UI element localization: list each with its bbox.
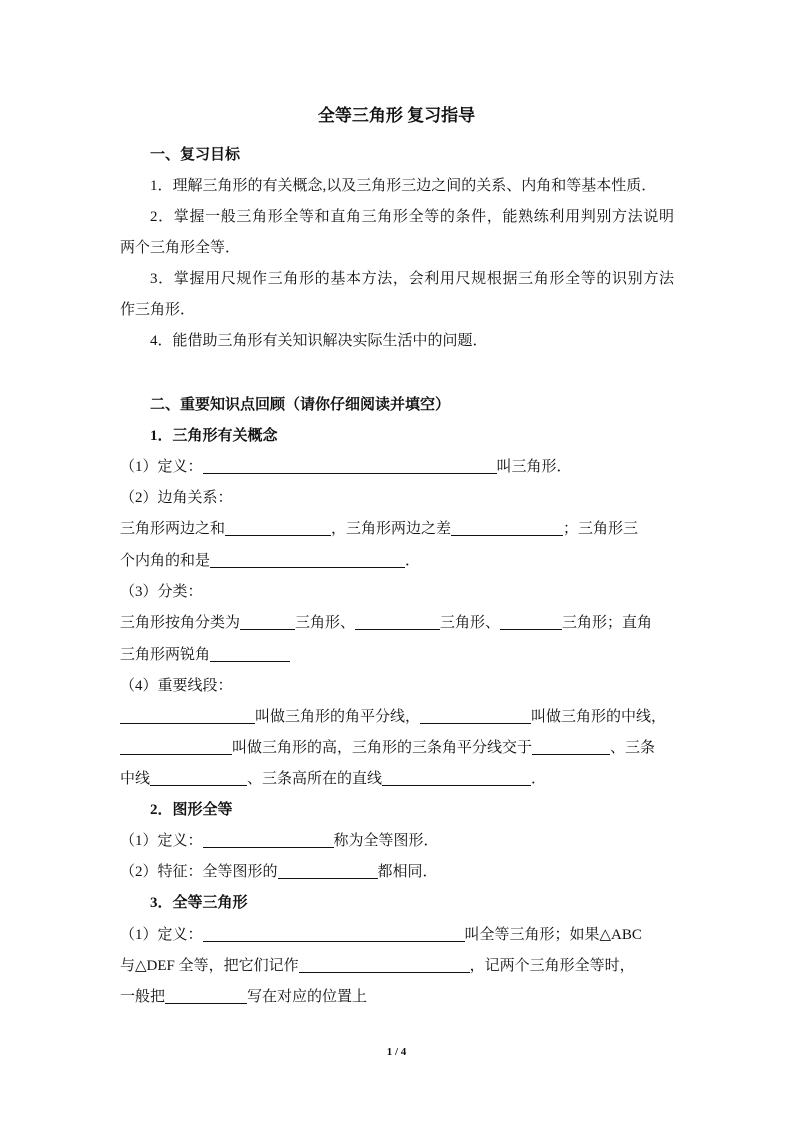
fill-blank[interactable] — [210, 646, 290, 662]
text-line: （1）定义： 叫三角形． — [120, 459, 572, 475]
text-line: （1）定义： 称为全等图形． — [120, 833, 439, 849]
fill-blank[interactable] — [240, 614, 295, 630]
subsection-heading: 1．三角形有关概念 — [150, 428, 278, 444]
fill-blank[interactable] — [203, 458, 497, 474]
fill-blank[interactable] — [500, 614, 562, 630]
fill-blank[interactable] — [532, 739, 610, 755]
section-heading: 一、复习目标 — [150, 147, 241, 163]
fill-blank[interactable] — [355, 614, 440, 630]
text-line: 三角形按角分类为 三角形、 三角形、 三角形；直角 — [120, 615, 653, 631]
objective-item: 4．能借助三角形有关知识解决实际生活中的问题． — [150, 333, 488, 349]
fill-blank[interactable] — [150, 770, 247, 786]
text-line: 中线 、三条高所在的直线 ． — [120, 771, 547, 787]
text-line: （2）边角关系： — [120, 490, 233, 506]
fill-blank[interactable] — [203, 832, 334, 848]
fill-blank[interactable] — [420, 708, 531, 724]
objective-item: 两个三角形全等． — [120, 240, 241, 256]
text-line: 个内角的和是 ． — [120, 553, 421, 569]
objective-item: 1．理解三角形的有关概念,以及三角形三边之间的关系、内角和等基本性质． — [150, 178, 657, 194]
text-line: 叫做三角形的高，三角形的三条角平分线交于 、三条 — [120, 738, 674, 758]
page-title: 全等三角形 复习指导 — [317, 106, 476, 125]
fill-blank[interactable] — [203, 926, 465, 942]
text-line: （2）特征：全等图形的 都相同． — [120, 864, 438, 880]
page-number: 1 / 4 — [386, 1046, 407, 1058]
text-line: 三角形两边之和 ，三角形两边之差 ；三角形三 — [120, 521, 639, 537]
fill-blank[interactable] — [120, 708, 255, 724]
subsection-heading: 2．图形全等 — [150, 802, 233, 818]
fill-blank[interactable] — [120, 739, 232, 755]
objective-item: 作三角形． — [120, 302, 196, 318]
fill-blank[interactable] — [451, 520, 563, 536]
text-line: 三角形两锐角 — [120, 645, 674, 665]
text-line: （1）定义： 叫全等三角形；如果△ABC — [120, 927, 642, 943]
text-line: （4）重要线段： — [120, 678, 233, 694]
text-line: 与△DEF 全等，把它们记作 ，记两个三角形全等时， — [120, 958, 635, 974]
text-line: 叫做三角形的角平分线， 叫做三角形的中线， — [120, 707, 674, 727]
subsection-heading: 3．全等三角形 — [150, 895, 248, 911]
objective-item: 2．掌握一般三角形全等和直角三角形全等的条件，能熟练利用判别方法说明 — [150, 209, 674, 225]
fill-blank[interactable] — [382, 770, 531, 786]
section-heading: 二、重要知识点回顾（请你仔细阅读并填空） — [150, 397, 451, 413]
text-line: 一般把 写在对应的位置上 — [120, 989, 368, 1005]
fill-blank[interactable] — [299, 957, 470, 973]
text-line: （3）分类： — [120, 584, 203, 600]
fill-blank[interactable] — [225, 520, 331, 536]
objective-item: 3．掌握用尺规作三角形的基本方法，会利用尺规根据三角形全等的识别方法 — [150, 271, 674, 287]
fill-blank[interactable] — [165, 988, 247, 1004]
fill-blank[interactable] — [278, 863, 378, 879]
fill-blank[interactable] — [210, 552, 405, 568]
